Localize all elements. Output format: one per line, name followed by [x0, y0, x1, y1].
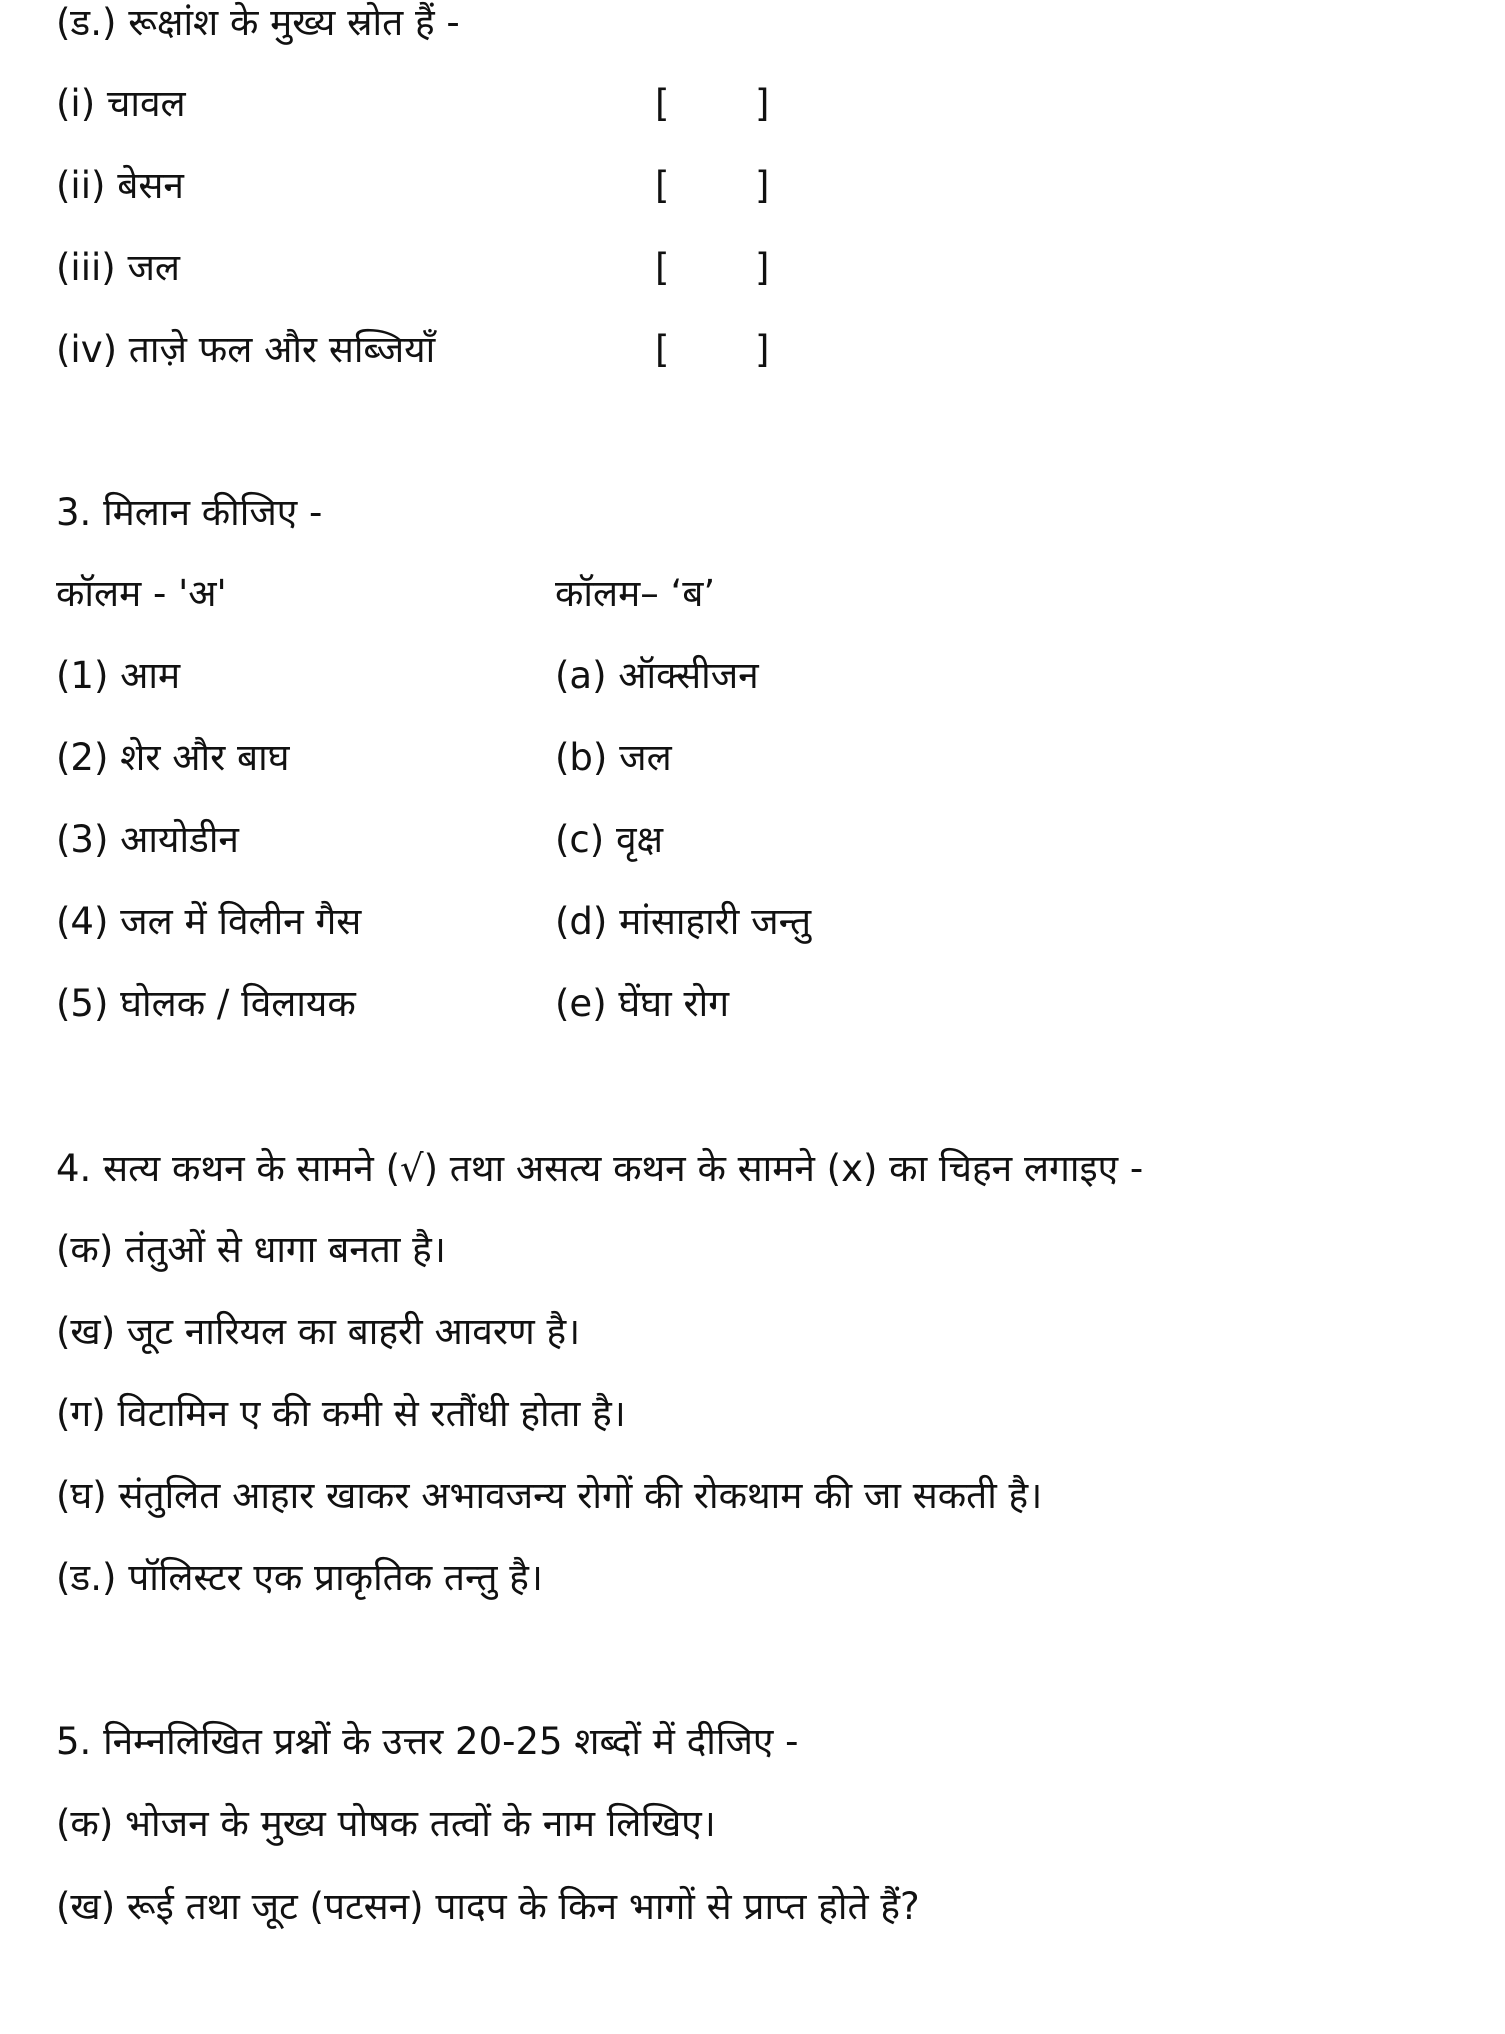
match-item-b: (d) मांसाहारी जन्तु — [555, 900, 812, 943]
match-item-b: (c) वृक्ष — [555, 818, 664, 861]
q2e-option: (iv) ताज़े फल और सब्जियाँ — [56, 328, 436, 371]
match-item-a: (5) घोलक / विलायक — [56, 982, 356, 1025]
answer-bracket-close: ] — [755, 164, 770, 207]
match-item-b: (b) जल — [555, 736, 672, 779]
answer-bracket-close: ] — [755, 82, 770, 125]
q4-statement: (ड.) पॉलिस्टर एक प्राकृतिक तन्तु है। — [56, 1556, 543, 1599]
q4-heading: 4. सत्य कथन के सामने (√) तथा असत्य कथन के सामने (x) का चिहन लगाइए - — [56, 1147, 1144, 1190]
q5-heading: 5. निम्नलिखित प्रश्नों के उत्तर 20-25 शब्दों में दीजिए - — [56, 1720, 799, 1763]
q5-question: (क) भोजन के मुख्य पोषक तत्वों के नाम लिखिए। — [56, 1802, 716, 1845]
q4-statement: (घ) संतुलित आहार खाकर अभावजन्य रोगों की रोकथाम की जा सकती है। — [56, 1474, 1043, 1517]
q4-statement: (ख) जूट नारियल का बाहरी आवरण है। — [56, 1310, 581, 1353]
match-item-a: (2) शेर और बाघ — [56, 736, 290, 779]
answer-bracket-open: [ — [655, 82, 670, 125]
answer-bracket-close: ] — [755, 328, 770, 371]
match-item-b: (e) घेंघा रोग — [555, 982, 730, 1025]
column-a-header: कॉलम - 'अ' — [56, 572, 227, 615]
column-b-header: कॉलम– ‘ब’ — [555, 572, 716, 615]
answer-bracket-open: [ — [655, 164, 670, 207]
q3-heading: 3. मिलान कीजिए - — [56, 491, 323, 534]
q2e-option: (ii) बेसन — [56, 164, 184, 207]
match-item-a: (4) जल में विलीन गैस — [56, 900, 362, 943]
q2e-option: (iii) जल — [56, 246, 181, 289]
match-item-a: (3) आयोडीन — [56, 818, 239, 861]
q2e-heading: (ड.) रूक्षांश के मुख्य स्रोत हैं - — [56, 1, 460, 44]
answer-bracket-open: [ — [655, 328, 670, 371]
q4-statement: (ग) विटामिन ए की कमी से रतौंधी होता है। — [56, 1392, 626, 1435]
match-item-a: (1) आम — [56, 654, 181, 697]
q2e-option: (i) चावल — [56, 82, 186, 125]
q4-statement: (क) तंतुओं से धागा बनता है। — [56, 1228, 446, 1271]
q5-question: (ख) रूई तथा जूट (पटसन) पादप के किन भागों से प्राप्त होते हैं? — [56, 1885, 920, 1928]
answer-bracket-open: [ — [655, 246, 670, 289]
match-item-b: (a) ऑक्सीजन — [555, 654, 759, 697]
answer-bracket-close: ] — [755, 246, 770, 289]
